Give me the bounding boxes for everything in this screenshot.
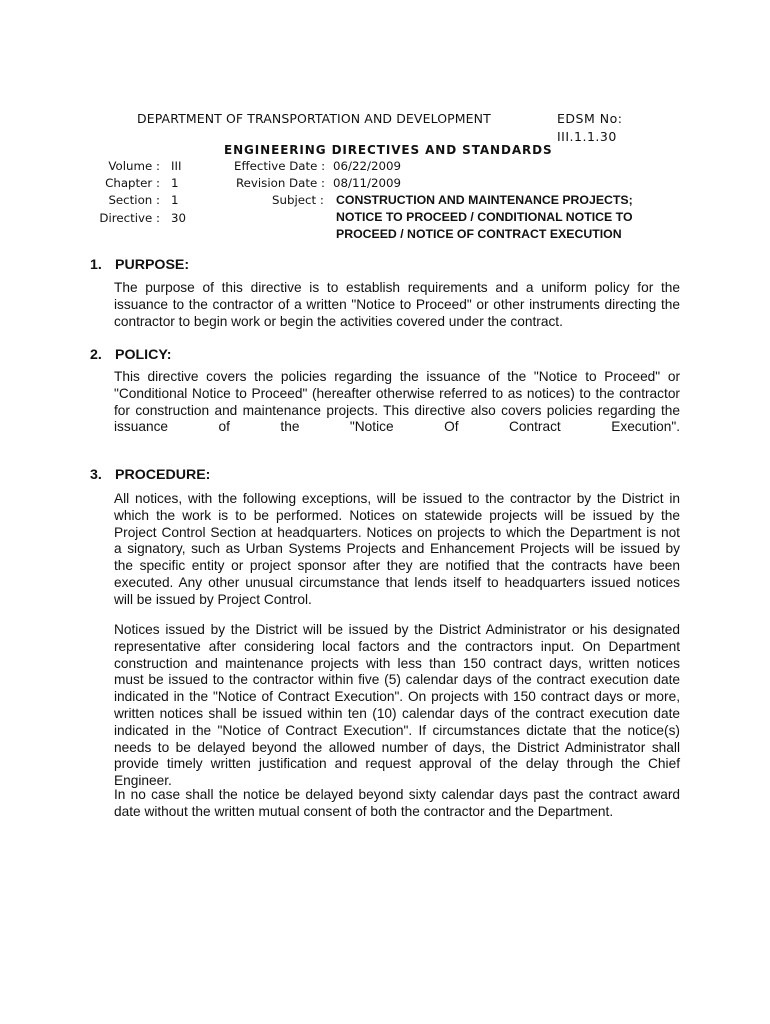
procedure-paragraph-2 (114, 622, 680, 790)
subject-line: PROCEED / NOTICE OF CONTRACT EXECUTION (336, 227, 622, 241)
volume-label: Volume : (108, 159, 160, 173)
text-line: All notices, with the following exceptions, will be issued to the contractor by the District in (114, 491, 680, 506)
effective-date-label: Effective Date : (234, 159, 326, 173)
text-line: Notices issued by the District will be issued by the District Administrator or his designated (114, 622, 680, 637)
directive-value: 30 (171, 211, 187, 225)
text-line: for construction and maintenance projects. This directive also covers policies regarding the (114, 402, 680, 418)
section-title: PURPOSE: (115, 257, 190, 273)
section-heading-purpose (90, 257, 189, 273)
text-line: will be issued by Project Control. (114, 591, 312, 607)
text-line: date without the written mutual consent of both the contractor and the Department. (114, 803, 614, 819)
document-title: ENGINEERING DIRECTIVES AND STANDARDS (224, 143, 553, 157)
department-name: DEPARTMENT OF TRANSPORTATION AND DEVELOPMENT (137, 111, 491, 126)
text-line: issuance of the "Notice Of Contract Execution". (114, 419, 680, 435)
procedure-paragraph-1 (114, 491, 680, 609)
section-value: 1 (171, 193, 179, 207)
text-line: must be issued to the contractor within five (5) calendar days of the contract execution date (114, 672, 680, 688)
subject-value (336, 192, 633, 243)
text-line: This directive covers the policies regarding the issuance of the "Notice to Proceed" or (114, 369, 680, 384)
section-number: 2. (90, 347, 102, 363)
text-line: the specific entity or project sponsor after they are notified that the contracts have been (114, 558, 680, 574)
text-line: which the work is to be performed. Notices on statewide projects will be issued by the (114, 507, 680, 523)
directive-label: Directive : (99, 211, 160, 225)
section-label: Section : (108, 193, 160, 207)
revision-date-value: 08/11/2009 (333, 176, 401, 190)
text-line: executed. Any other unusual circumstance that lends itself to headquarters issued notices (114, 574, 680, 590)
text-line: Project Control Section at headquarters. Notices on projects to which the Department is not (114, 524, 680, 540)
chapter-label: Chapter : (105, 176, 160, 190)
volume-value: III (171, 159, 182, 173)
subject-line: NOTICE TO PROCEED / CONDITIONAL NOTICE TO (336, 210, 633, 224)
chapter-value: 1 (171, 176, 179, 190)
text-line: Engineer. (114, 773, 172, 789)
section-number: 3. (90, 467, 102, 483)
section-heading-policy (90, 347, 172, 363)
section-number: 1. (90, 257, 102, 273)
procedure-paragraph-3 (114, 787, 680, 821)
text-line: provide timely written justification and request approval of the delay through the Chief (114, 756, 680, 772)
revision-date-label: Revision Date : (236, 176, 325, 190)
section-title: PROCEDURE: (115, 467, 211, 483)
purpose-paragraph (114, 280, 680, 330)
text-line: written notices shall be issued within ten (10) calendar days of the contract execution date (114, 705, 680, 721)
text-line: construction and maintenance projects with less than 150 contract days, written notices (114, 655, 680, 671)
policy-paragraph (114, 369, 680, 436)
text-line: In no case shall the notice be delayed beyond sixty calendar days past the contract award (114, 787, 680, 802)
subject-label: Subject : (272, 193, 324, 207)
subject-line: CONSTRUCTION AND MAINTENANCE PROJECTS; (336, 193, 633, 207)
edsm-label: EDSM No: (557, 111, 623, 126)
text-line: contractor to begin work or begin the activities covered under the contract. (114, 313, 563, 329)
text-line: a signatory, such as Urban Systems Projects and Enhancement Projects will be issued by (114, 541, 680, 557)
edsm-number: III.1.1.30 (557, 129, 617, 144)
effective-date-value: 06/22/2009 (333, 159, 401, 173)
section-heading-procedure (90, 467, 210, 483)
section-title: POLICY: (115, 347, 172, 363)
text-line: "Conditional Notice to Proceed" (hereafter otherwise referred to as notices) to the contractor (114, 385, 680, 401)
text-line: The purpose of this directive is to establish requirements and a uniform policy for the (114, 280, 680, 295)
text-line: indicated in the "Notice of Contract Execution". If circumstances dictate that the notice(s) (114, 722, 680, 738)
text-line: issuance to the contractor of a written "Notice to Proceed" or other instruments directing the (114, 296, 680, 312)
text-line: representative after considering local factors and the contractors input. On Department (114, 638, 680, 654)
text-line: needs to be delayed beyond the allowed number of days, the District Administrator shall (114, 739, 680, 755)
text-line: indicated in the "Notice of Contract Execution". On projects with 150 contract days or more, (114, 689, 680, 705)
